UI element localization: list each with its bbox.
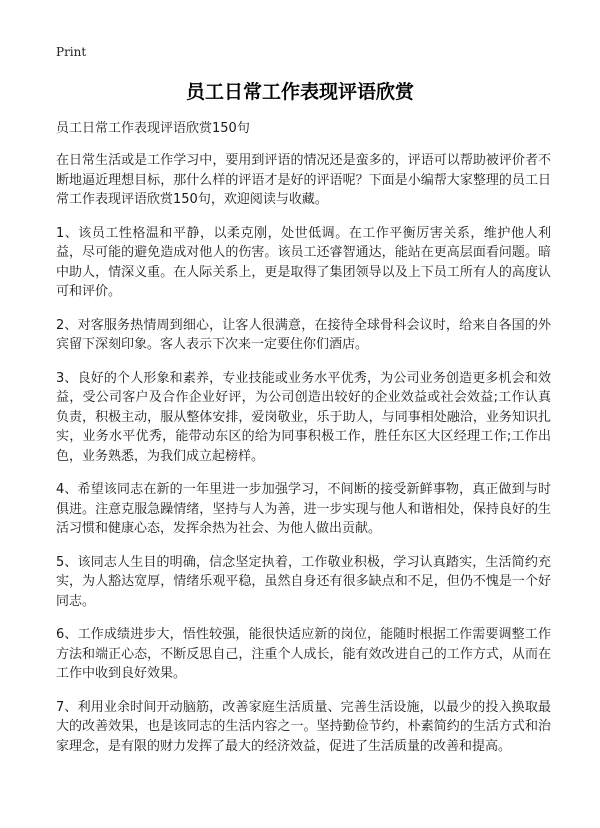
intro-paragraph: 在日常生活或是工作学习中，要用到评语的情况还是蛮多的，评语可以帮助被评价者不断地逼近理想目标，那什么样的评语才是好的评语呢？下面是小编帮大家整理的员工日常工作表现评语欣赏150句，欢迎阅读与收藏。	[56, 153, 551, 207]
document-subtitle: 员工日常工作表现评语欣赏150句	[56, 121, 250, 136]
document-title: 员工日常工作表现评语欣赏	[185, 81, 414, 103]
comment-paragraph-4: 4、希望该同志在新的一年里进一步加强学习，不间断的接受新鲜事物，真正做到与时俱进。注意克服急躁情绪，坚持与人为善，进一步实现与他人和谐相处，保持良好的生活习惯和健康心态，发挥余热为社会、为他人做出贡献。	[56, 482, 551, 536]
document-body	[56, 119, 551, 770]
print-link[interactable]: Print	[56, 45, 87, 59]
comment-paragraph-7: 7、利用业余时间开动脑筋，改善家庭生活质量、完善生活设施，以最少的投入换取最大的改善效果，也是该同志的生活内容之一。坚持勤俭节约，朴素简约的生活方式和治家理念，是有限的财力发挥了最大的经济效益，促进了生活质量的改善和提高。	[56, 699, 551, 754]
comment-paragraph-1: 1、该员工性格温和平静，以柔克刚，处世低调。在工作平衡厉害关系，维护他人利益，尽可能的避免造成对他人的伤害。该员工还睿智通达，能站在更高层面看问题。暗中助人，情深义重。在人际关系上，更是取得了集团领导以及上下员工所有人的高度认可和评价。	[56, 225, 551, 299]
comment-paragraph-5: 5、该同志人生目的明确，信念坚定执着，工作敬业积极，学习认真踏实，生活简约充实，为人豁达宽厚，情绪乐观平稳，虽然自身还有很多缺点和不足，但仍不愧是一个好同志。	[56, 554, 551, 609]
comment-paragraph-3: 3、良好的个人形象和素养，专业技能或业务水平优秀，为公司业务创造更多机会和效益，受公司客户及合作企业好评，为公司创造出较好的企业效益或社会效益;工作认真负责，积极主动，服从整体安排，爱岗敬业，乐于助人，与同事相处融洽，业务知识扎实，业务水平优秀，能带动东区的给为同事积极工作，胜任东区大区经理工作;工作出色，业务熟悉，为我们成立起榜样。	[56, 370, 551, 464]
comment-paragraph-2: 2、对客服务热情周到细心，让客人很满意，在接待全球骨科会议时，给来自各国的外宾留下深刻印象。客人表示下次来一定要住你们酒店。	[56, 317, 551, 352]
comment-paragraph-6: 6、工作成绩进步大，悟性较强，能很快适应新的岗位，能随时根据工作需要调整工作方法和端正心态，不断反思自己，注重个人成长，能有效改进自己的工作方式，从而在工作中收到良好效果。	[56, 627, 551, 681]
